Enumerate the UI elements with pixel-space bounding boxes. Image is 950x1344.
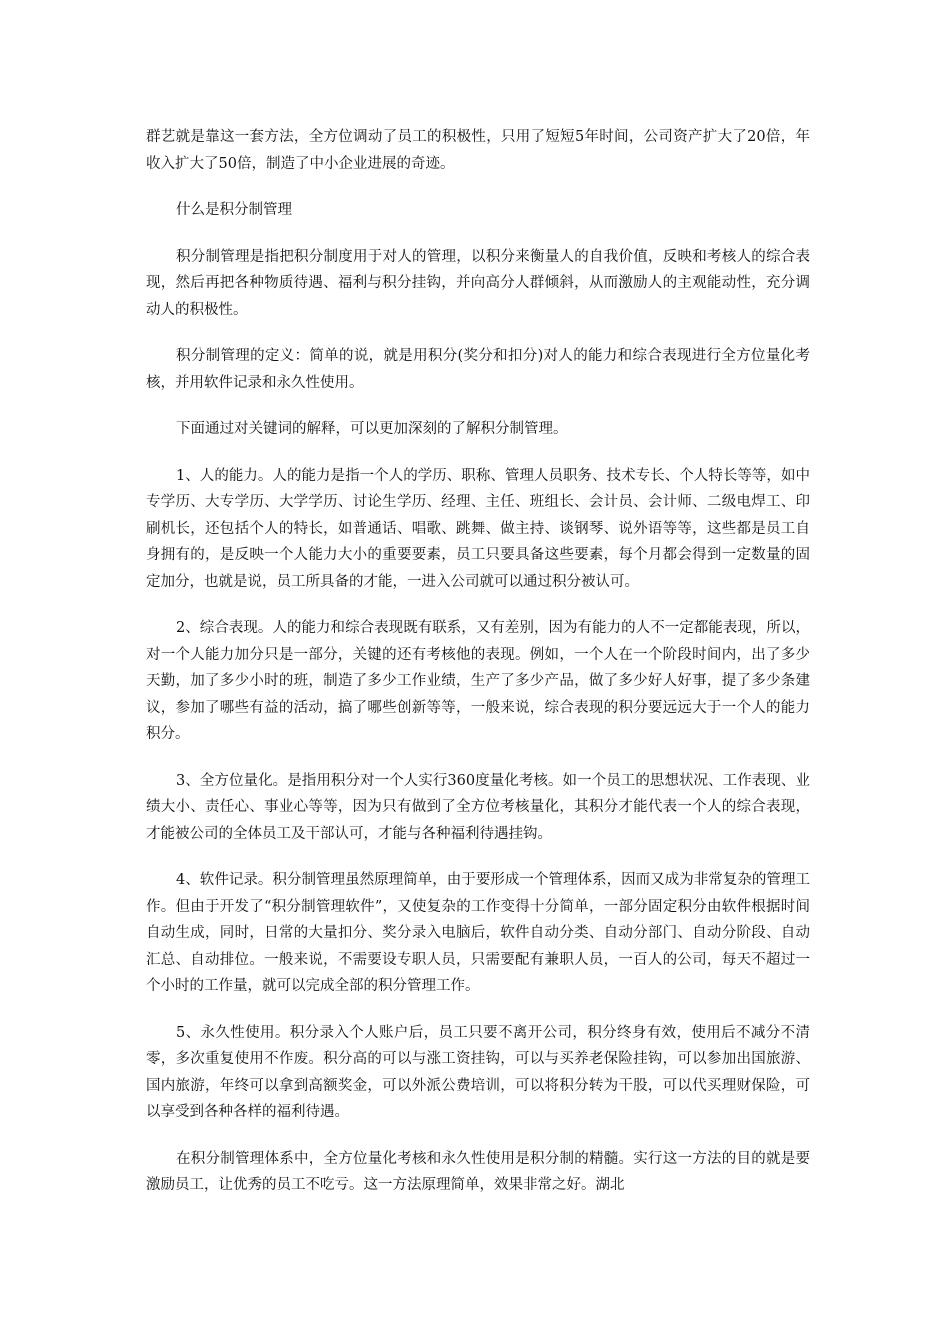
paragraph-item-permanent-use: 5、永久性使用。积分录入个人账户后，员工只要不离开公司，积分终身有效，使用后不减分不清零，多次重复使用不作废。积分高的可以与涨工资挂钩，可以与买养老保险挂钩，可以参加出国旅游、国内旅游，年终可以拿到高额奖金，可以外派公费培训，可以将积分转为干股，可以代买理财保险，可以享受到各种各样的福利待遇。: [146, 1024, 810, 1120]
paragraph-item-ability: 1、人的能力。人的能力是指一个人的学历、职称、管理人员职务、技术专长、个人特长等等，如中专学历、大专学历、大学学历、讨论生学历、经理、主任、班组长、会计员、会计师、二级电焊工、印刷机长，还包括个人的特长，如普通话、唱歌、跳舞、做主持、谈钢琴、说外语等等，这些都是员工自身拥有的，是反映一个人能力大小的重要要素，员工只要具备这些要素，每个月都会得到一定数量的固定加分，也就是说，员工所具备的才能，一进入公司就可以通过积分被认可。: [146, 467, 810, 590]
paragraph-item-performance: 2、综合表现。人的能力和综合表现既有联系，又有差别，因为有能力的人不一定都能表现，所以，对一个人能力加分只是一部分，关键的还有考核他的表现。例如，一个人在一个阶段时间内，出了多少天勤，加了多少小时的班，制造了多少工作业绩，生产了多少产品，做了多少好人好事，提了多少条建议，参加了哪些有益的活动，搞了哪些创新等等，一般来说，综合表现的积分要远远大于一个人的能力积分。: [146, 620, 810, 742]
paragraph-points-management-meaning: 积分制管理是指把积分制度用于对人的管理，以积分来衡量人的自我价值，反映和考核人的综合表现，然后再把各种物质待遇、福利与积分挂钩，并向高分人群倾斜，从而激励人的主观能动性，充分调动人的积极性。: [146, 248, 810, 318]
section-heading-what-is-points-management: 什么是积分制管理: [176, 202, 292, 218]
paragraph-intro-continuation: 群艺就是靠这一套方法，全方位调动了员工的积极性，只用了短短5年时间，公司资产扩大了20倍，年收入扩大了50倍，制造了中小企业进展的奇迹。: [146, 129, 810, 172]
paragraph-item-quantification: 3、全方位量化。是指用积分对一个人实行360度量化考核。如一个员工的思想状况、工作表现、业绩大小、责任心、事业心等等，因为只有做到了全方位考核量化，其积分才能代表一个人的综合表现，才能被公司的全体员工及干部认可，才能与各种福利待遇挂钩。: [146, 772, 810, 842]
paragraph-points-management-definition: 积分制管理的定义：简单的说，就是用积分(奖分和扣分)对人的能力和综合表现进行全方位量化考核，并用软件记录和永久性使用。: [146, 348, 810, 391]
document-body: [146, 124, 810, 1219]
paragraph-item-software-record: 4、软件记录。积分制管理虽然原理简单，由于要形成一个管理体系，因而又成为非常复杂的管理工作。但由于开发了“积分制管理软件”，又使复杂的工作变得十分简单，一部分固定积分由软件根据时间自动生成，同时，日常的大量扣分、奖分录入电脑后，软件自动分类、自动分部门、自动分阶段、自动汇总、自动排位。一般来说，不需要设专职人员，只需要配有兼职人员，一百人的公司，每天不超过一个小时的工作量，就可以完成全部的积分管理工作。: [146, 872, 810, 994]
paragraph-essence-summary: 在积分制管理体系中，全方位量化考核和永久性使用是积分制的精髓。实行这一方法的目的就是要激励员工，让优秀的员工不吃亏。这一方法原理简单，效果非常之好。湖北: [146, 1150, 810, 1193]
paragraph-keyword-intro: 下面通过对关键词的解释，可以更加深刻的了解积分制管理。: [176, 421, 568, 437]
